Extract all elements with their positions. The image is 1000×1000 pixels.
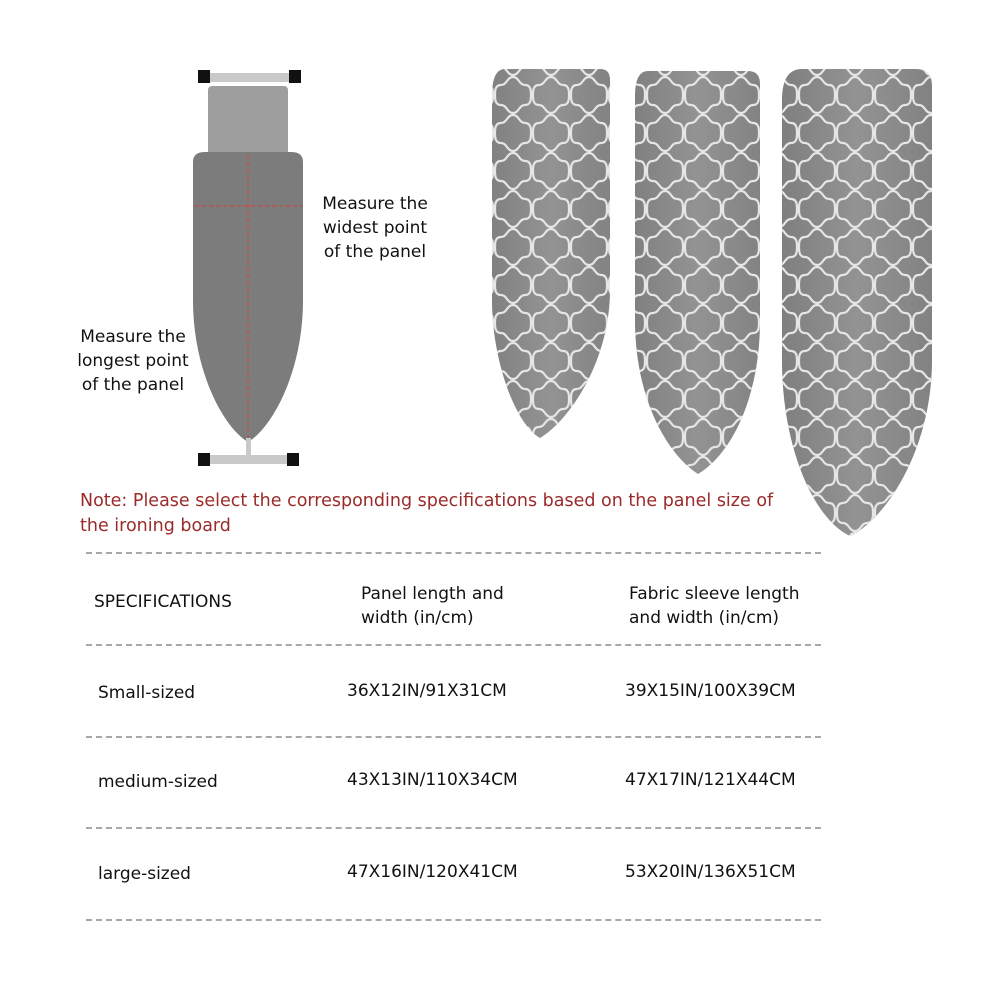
table-divider bbox=[86, 644, 821, 646]
row-sleeve-medium: 47X17IN/121X44CM bbox=[625, 770, 796, 790]
header-panel-size: Panel length and width (in/cm) bbox=[361, 584, 504, 628]
row-sleeve-small: 39X15IN/100X39CM bbox=[625, 681, 796, 701]
table-divider bbox=[86, 827, 821, 829]
row-panel-small: 36X12IN/91X31CM bbox=[347, 681, 507, 701]
cover-small-image bbox=[480, 60, 620, 450]
row-spec-medium: medium-sized bbox=[98, 772, 218, 792]
row-panel-large: 47X16IN/120X41CM bbox=[347, 862, 518, 882]
table-divider bbox=[86, 736, 821, 738]
size-note: Note: Please select the corresponding specifications based on the panel size of the ironing board bbox=[80, 491, 774, 536]
row-sleeve-large: 53X20IN/136X51CM bbox=[625, 862, 796, 882]
length-measure-label: Measure the longest point of the panel bbox=[77, 327, 189, 395]
row-spec-small: Small-sized bbox=[98, 683, 196, 703]
width-measure-label: Measure the widest point of the panel bbox=[322, 194, 428, 262]
header-specifications: SPECIFICATIONS bbox=[94, 592, 232, 612]
header-sleeve-size: Fabric sleeve length and width (in/cm) bbox=[629, 584, 800, 628]
row-spec-large: large-sized bbox=[98, 864, 191, 884]
cover-large-image bbox=[775, 60, 940, 540]
table-divider bbox=[86, 552, 821, 554]
table-divider bbox=[86, 919, 821, 921]
row-panel-medium: 43X13IN/110X34CM bbox=[347, 770, 518, 790]
cover-medium-image bbox=[625, 60, 770, 480]
